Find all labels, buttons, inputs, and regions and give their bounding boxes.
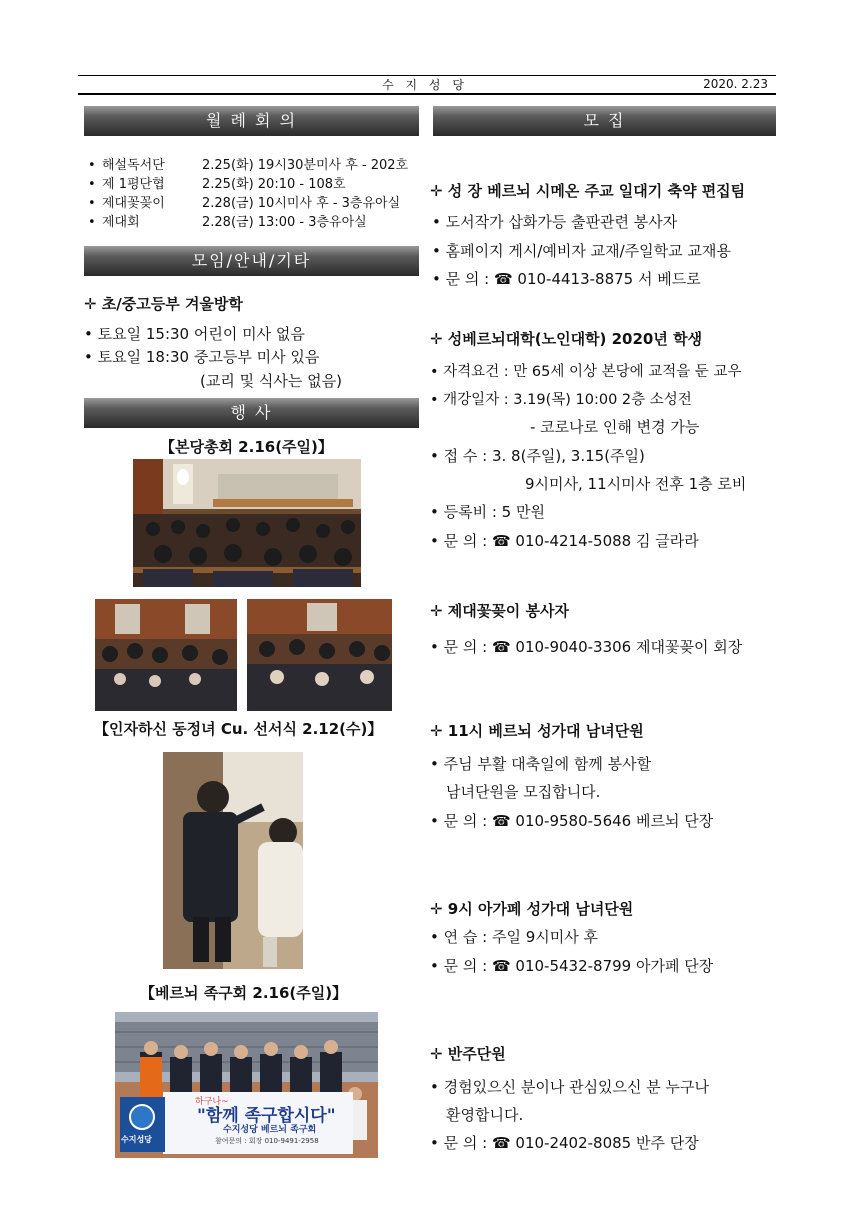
s1-line-text: 도서작가 삽화가등 출판관련 봉사자: [445, 213, 678, 231]
ceremony-photo-left: [95, 599, 237, 711]
s2-title: ✛ 성베르뇌대학(노인대학) 2020년 학생: [430, 330, 703, 348]
meeting-row: • 해설독서단 2.25(화) 19시30분미사 후 - 202호: [88, 158, 409, 173]
s6-line-cont: 환영합니다.: [446, 1106, 524, 1124]
banner-line3: 참여문의 : 회장 010-9491-2958: [215, 1137, 319, 1145]
s2-line-text: 개강일자 : 3.19(목) 10:00 2층 소성전: [443, 392, 692, 408]
s1-contact: • 문 의 : ☎ 010-4413-8875 서 베드로: [432, 270, 701, 288]
blessing-photo: [163, 752, 303, 969]
s6-line-text: 경험있으신 분이나 관심있으신 분 누구나: [443, 1078, 710, 1096]
s3-title: ✛ 제대꽃꽂이 봉사자: [430, 602, 569, 620]
ceremony-photo-right: [247, 599, 392, 711]
s2-line: • 등록비 : 5 만원: [430, 503, 545, 521]
banner-big: "함께 족구합시다": [197, 1106, 336, 1126]
notice-line-text: 토요일 15:30 어린이 미사 없음: [97, 325, 305, 343]
notice-title: ✛ 초/중고등부 겨울방학: [84, 295, 243, 313]
assembly-photo: [133, 459, 361, 587]
s6-title: ✛ 반주단원: [430, 1045, 506, 1063]
events-heading: 행 사: [84, 398, 419, 428]
s4-contact-text: 문 의 : ☎ 010-9580-5646 베르뇌 단장: [443, 812, 714, 830]
s2-contact: • 문 의 : ☎ 010-4214-5088 김 글라라: [430, 532, 699, 550]
meeting-detail: 2.28(금) 13:00 - 3층유아실: [202, 215, 367, 230]
s5-line-text: 연 습 : 주일 9시미사 후: [443, 928, 598, 946]
header-title: 수 지 성 당: [382, 78, 468, 92]
s1-title: ✛ 성 장 베르뇌 시메온 주교 일대기 축약 편집팀: [430, 182, 746, 200]
meeting-heading: 월 례 회 의: [84, 106, 419, 136]
meeting-name: 제 1평단협: [102, 177, 165, 192]
notice-line: • 토요일 15:30 어린이 미사 없음: [84, 325, 305, 343]
jokgu-photo: [115, 1012, 378, 1158]
notice-sub: (교리 및 식사는 없음): [200, 372, 342, 390]
meeting-row: • 제대회 2.28(금) 13:00 - 3층유아실: [88, 215, 367, 230]
header-date: 2020. 2.23: [703, 77, 768, 91]
meeting-name: 제대꽃꽂이: [102, 196, 165, 211]
notice-line: • 토요일 18:30 중고등부 미사 있음: [84, 348, 320, 366]
s4-contact: • 문 의 : ☎ 010-9580-5646 베르뇌 단장: [430, 812, 714, 830]
event-caption-2: 【인자하신 동정녀 Cu. 선서식 2.12(수)】: [94, 720, 383, 738]
meeting-name: 제대회: [102, 215, 140, 230]
s5-contact-text: 문 의 : ☎ 010-5432-8799 아가페 단장: [443, 957, 714, 975]
s2-line-text: 등록비 : 5 만원: [443, 503, 545, 521]
meeting-detail: 2.25(화) 20:10 - 108호: [202, 177, 346, 192]
s2-contact-text: 문 의 : ☎ 010-4214-5088 김 글라라: [443, 532, 699, 550]
s5-title: ✛ 9시 아가페 성가대 남녀단원: [430, 900, 634, 918]
notice-line-text: 토요일 18:30 중고등부 미사 있음: [97, 348, 320, 366]
banner-badge: 수지성당: [121, 1135, 152, 1144]
meeting-row: • 제 1평단협 2.25(화) 20:10 - 108호: [88, 177, 346, 192]
s1-line: • 도서작가 삽화가등 출판관련 봉사자: [432, 213, 678, 231]
s5-contact: • 문 의 : ☎ 010-5432-8799 아가페 단장: [430, 957, 714, 975]
s1-contact-text: 문 의 : ☎ 010-4413-8875 서 베드로: [445, 270, 701, 288]
meeting-detail: 2.28(금) 10시미사 후 - 3층유아실: [202, 196, 401, 211]
s4-title: ✛ 11시 베르뇌 성가대 남녀단원: [430, 722, 644, 740]
s1-line: • 홈페이지 게시/예비자 교재/주일학교 교재용: [432, 242, 731, 260]
s1-line-text: 홈페이지 게시/예비자 교재/주일학교 교재용: [445, 242, 731, 260]
s3-contact-text: 문 의 : ☎ 010-9040-3306 제대꽃꽂이 회장: [443, 638, 743, 656]
notice-heading: 모임/안내/기타: [84, 246, 419, 276]
header-bottom-rule: [78, 93, 776, 95]
s3-contact: • 문 의 : ☎ 010-9040-3306 제대꽃꽂이 회장: [430, 638, 743, 656]
recruit-heading: 모 집: [433, 106, 776, 136]
s5-line: • 연 습 : 주일 9시미사 후: [430, 928, 598, 946]
s6-contact-text: 문 의 : ☎ 010-2402-8085 반주 단장: [443, 1134, 699, 1152]
s2-line-cont: 9시미사, 11시미사 전후 1층 로비: [525, 475, 747, 493]
s4-line: • 주님 부활 대축일에 함께 봉사할: [430, 755, 652, 773]
s6-line: • 경험있으신 분이나 관심있으신 분 누구나: [430, 1078, 710, 1096]
s2-line-text: 자격요건 : 만 65세 이상 본당에 교적을 둔 교우: [443, 364, 742, 380]
meeting-name: 해설독서단: [102, 158, 165, 173]
meeting-row: • 제대꽃꽂이 2.28(금) 10시미사 후 - 3층유아실: [88, 196, 401, 211]
s2-line: • 접 수 : 3. 8(주일), 3.15(주일): [430, 447, 645, 465]
meeting-detail: 2.25(화) 19시30분미사 후 - 202호: [202, 158, 409, 173]
event-caption-1: 【본당총회 2.16(주일)】: [160, 438, 333, 456]
s6-contact: • 문 의 : ☎ 010-2402-8085 반주 단장: [430, 1134, 699, 1152]
banner-line2: 수지성당 베르뇌 족구회: [223, 1125, 317, 1135]
s4-line-text: 주님 부활 대축일에 함께 봉사할: [443, 755, 652, 773]
s4-line-cont: 남녀단원을 모집합니다.: [446, 783, 601, 801]
banner-small: 하구나~: [195, 1097, 229, 1107]
meeting-table: [88, 156, 408, 232]
s2-line: • 개강일자 : 3.19(목) 10:00 2층 소성전: [430, 392, 692, 408]
s2-line-cont: - 코로나로 인해 변경 가능: [530, 418, 700, 436]
s2-line-text: 접 수 : 3. 8(주일), 3.15(주일): [443, 447, 645, 465]
event-caption-3: 【베르뇌 족구회 2.16(주일)】: [140, 984, 348, 1002]
s2-line: • 자격요건 : 만 65세 이상 본당에 교적을 둔 교우: [430, 364, 742, 380]
